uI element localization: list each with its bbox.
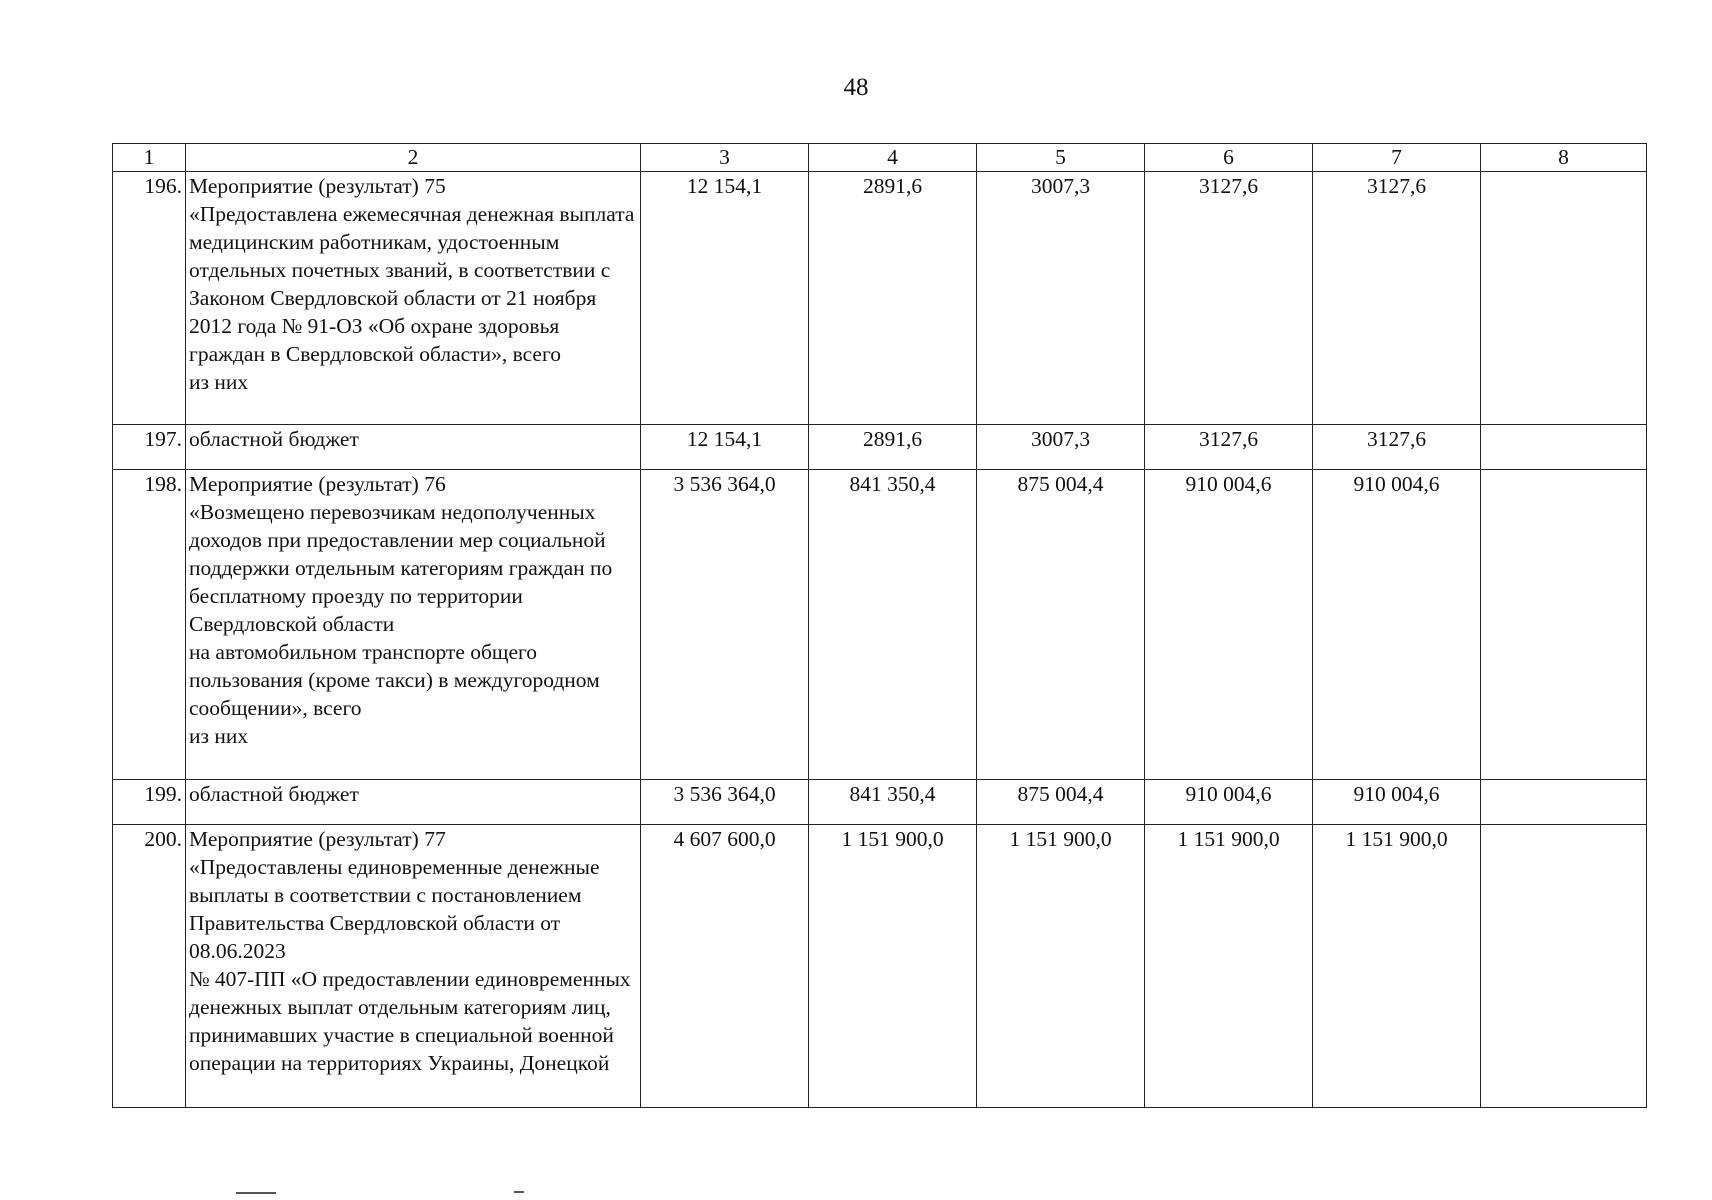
value-cell: 875 004,4: [977, 470, 1145, 780]
row-description: Мероприятие (результат) 75 «Предоставлена ежемесячная денежная выплата медицинским работникам, удостоенным отдельных почетных званий, в соответствии с Законом Свердловской области от 21 ноября 2012 года № 91-ОЗ «Об охране здоровья граждан в Свердловской области», всего из них: [186, 172, 641, 425]
value-cell: [1481, 425, 1647, 470]
page-number: 48: [843, 74, 869, 101]
table-row: [113, 425, 1647, 470]
value-cell: 3 536 364,0: [641, 780, 809, 825]
table-row: [113, 780, 1647, 825]
value-cell: 1 151 900,0: [809, 825, 977, 1108]
budget-table: [112, 143, 1647, 1108]
row-number: 199.: [113, 780, 186, 825]
column-header: 6: [1145, 144, 1313, 172]
column-header: 4: [809, 144, 977, 172]
row-number: 200.: [113, 825, 186, 1108]
table-row: [113, 470, 1647, 780]
value-cell: 910 004,6: [1145, 780, 1313, 825]
value-cell: 3127,6: [1313, 425, 1481, 470]
value-cell: 12 154,1: [641, 425, 809, 470]
row-number: 197.: [113, 425, 186, 470]
value-cell: 3 536 364,0: [641, 470, 809, 780]
value-cell: 3127,6: [1145, 172, 1313, 425]
value-cell: 1 151 900,0: [977, 825, 1145, 1108]
value-cell: 875 004,4: [977, 780, 1145, 825]
row-description: Мероприятие (результат) 76 «Возмещено перевозчикам недополученных доходов при предоставлении мер социальной поддержки отдельным категориям граждан по бесплатному проезду по территории Свердловской области на автомобильном транспорте общего пользования (кроме такси) в междугородном сообщении», всего из них: [186, 470, 641, 780]
value-cell: 2891,6: [809, 172, 977, 425]
value-cell: 1 151 900,0: [1145, 825, 1313, 1108]
value-cell: 910 004,6: [1145, 470, 1313, 780]
value-cell: [1481, 172, 1647, 425]
value-cell: 4 607 600,0: [641, 825, 809, 1108]
column-header: 7: [1313, 144, 1481, 172]
value-cell: 1 151 900,0: [1313, 825, 1481, 1108]
column-header: 3: [641, 144, 809, 172]
column-number-row: [113, 144, 1647, 172]
row-number: 196.: [113, 172, 186, 425]
column-header: 1: [113, 144, 186, 172]
table-row: [113, 172, 1647, 425]
value-cell: 12 154,1: [641, 172, 809, 425]
value-cell: 3007,3: [977, 172, 1145, 425]
value-cell: 2891,6: [809, 425, 977, 470]
scan-mark-line: [236, 1192, 276, 1194]
column-header: 5: [977, 144, 1145, 172]
value-cell: 3127,6: [1145, 425, 1313, 470]
column-header: 2: [186, 144, 641, 172]
value-cell: [1481, 470, 1647, 780]
row-number: 198.: [113, 470, 186, 780]
row-description: областной бюджет: [186, 780, 641, 825]
value-cell: 910 004,6: [1313, 470, 1481, 780]
table-row: [113, 825, 1647, 1108]
scan-mark-dash: [514, 1191, 524, 1193]
value-cell: 910 004,6: [1313, 780, 1481, 825]
value-cell: 3127,6: [1313, 172, 1481, 425]
value-cell: 841 350,4: [809, 470, 977, 780]
value-cell: 841 350,4: [809, 780, 977, 825]
value-cell: [1481, 780, 1647, 825]
value-cell: 3007,3: [977, 425, 1145, 470]
row-description: Мероприятие (результат) 77 «Предоставлены единовременные денежные выплаты в соответствии с постановлением Правительства Свердловской области от 08.06.2023 № 407-ПП «О предоставлении единовременных денежных выплат отдельным категориям лиц, принимавших участие в специальной военной операции на территориях Украины, Донецкой: [186, 825, 641, 1108]
value-cell: [1481, 825, 1647, 1108]
column-header: 8: [1481, 144, 1647, 172]
row-description: областной бюджет: [186, 425, 641, 470]
